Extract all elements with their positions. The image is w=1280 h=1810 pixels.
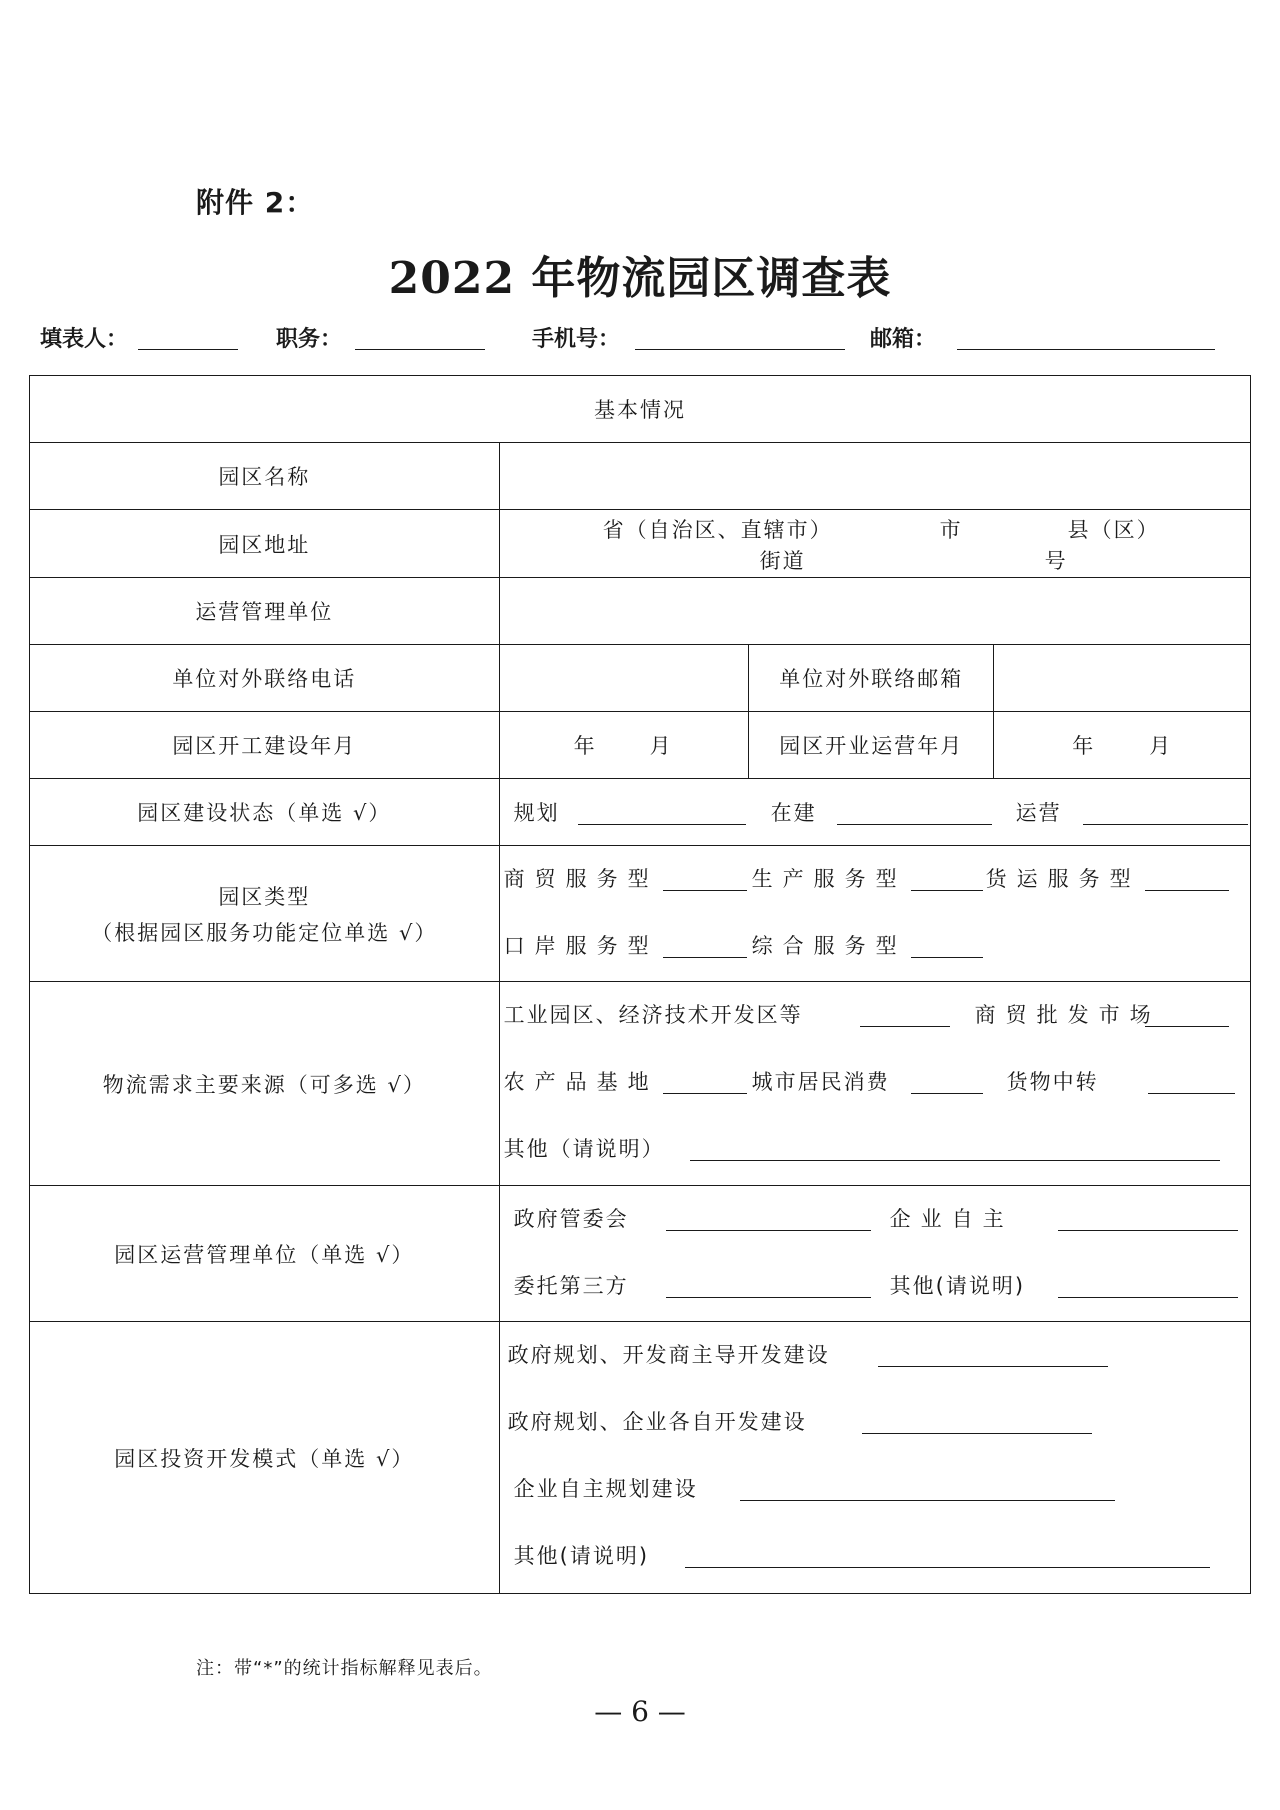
- attachment-label: 附件 2：: [196, 186, 315, 219]
- demand-label: 物流需求主要来源（可多选 √）: [30, 982, 500, 1186]
- construction-date-label: 园区开工建设年月: [30, 712, 500, 779]
- type-label: [30, 846, 500, 982]
- page-number: — 6 —: [594, 1695, 686, 1728]
- management-option-other: 其他(请说明): [889, 1274, 1026, 1298]
- management-option-third-party: 委托第三方: [513, 1274, 629, 1298]
- operation-date-field[interactable]: [994, 712, 1251, 779]
- management-row: [30, 1186, 1251, 1322]
- filler-phone-field[interactable]: [635, 349, 845, 350]
- construction-date-field[interactable]: [499, 712, 749, 779]
- management-enterprise-blank[interactable]: [1058, 1230, 1238, 1231]
- survey-table: [29, 375, 1251, 1594]
- status-building-blank[interactable]: [837, 824, 992, 825]
- management-government-blank[interactable]: [666, 1230, 871, 1231]
- footnote: 注：带“*”的统计指标解释见表后。: [196, 1658, 493, 1679]
- status-option-operating: 运营: [1015, 801, 1062, 825]
- construction-year-text: 年: [573, 734, 597, 758]
- type-option-comprehensive: 综合服务型: [751, 934, 907, 958]
- type-freight-blank[interactable]: [1145, 890, 1229, 891]
- type-port-blank[interactable]: [663, 957, 747, 958]
- investment-enterprise-each-blank[interactable]: [862, 1433, 1092, 1434]
- status-operating-blank[interactable]: [1083, 824, 1248, 825]
- demand-option-transit: 货物中转: [1006, 1070, 1099, 1094]
- investment-option-other: 其他(请说明): [513, 1544, 650, 1568]
- management-label: 园区运营管理单位（单选 √）: [30, 1186, 500, 1322]
- operator-field[interactable]: [499, 578, 1250, 645]
- management-option-government: 政府管委会: [513, 1207, 629, 1231]
- operation-year-text: 年: [1072, 734, 1096, 758]
- demand-agricultural-blank[interactable]: [663, 1093, 747, 1094]
- investment-option-enterprise-each: 政府规划、企业各自开发建设: [507, 1410, 807, 1434]
- address-county: 县（区）: [1067, 518, 1160, 542]
- investment-label: 园区投资开发模式（单选 √）: [30, 1322, 500, 1594]
- investment-options: [499, 1322, 1250, 1594]
- type-production-blank[interactable]: [911, 890, 983, 891]
- address-street: 街道: [759, 549, 806, 573]
- demand-other-blank[interactable]: [690, 1160, 1220, 1161]
- demand-option-consumer: 城市居民消费: [751, 1070, 890, 1094]
- investment-option-self-planned: 企业自主规划建设: [513, 1477, 698, 1501]
- demand-transit-blank[interactable]: [1148, 1093, 1235, 1094]
- contact-email-label: 单位对外联络邮箱: [749, 645, 994, 712]
- contact-email-field[interactable]: [994, 645, 1251, 712]
- management-options: [499, 1186, 1250, 1322]
- address-number: 号: [1044, 549, 1068, 573]
- management-third-party-blank[interactable]: [666, 1297, 871, 1298]
- management-other-blank[interactable]: [1058, 1297, 1238, 1298]
- operation-month-text: 月: [1149, 734, 1173, 758]
- status-planning-blank[interactable]: [578, 824, 746, 825]
- management-option-enterprise: 企业自主: [889, 1207, 1014, 1231]
- type-option-port: 口岸服务型: [503, 934, 659, 958]
- park-name-label: 园区名称: [30, 443, 500, 510]
- type-row: [30, 846, 1251, 982]
- type-comprehensive-blank[interactable]: [911, 957, 983, 958]
- type-option-production: 生产服务型: [751, 867, 907, 891]
- status-option-building: 在建: [770, 801, 817, 825]
- status-option-planning: 规划: [513, 801, 560, 825]
- type-label-line1: 园区类型: [218, 884, 311, 909]
- type-option-freight: 货运服务型: [985, 867, 1141, 891]
- address-field[interactable]: [499, 510, 1250, 578]
- status-options: [499, 779, 1250, 846]
- status-row: [30, 779, 1251, 846]
- filler-email-label: 邮箱：: [870, 327, 937, 352]
- operator-label: 运营管理单位: [30, 578, 500, 645]
- demand-wholesale-blank[interactable]: [1145, 1026, 1229, 1027]
- filler-phone-label: 手机号：: [532, 327, 621, 352]
- section-header-row: [30, 376, 1251, 443]
- type-option-trade: 商贸服务型: [503, 867, 659, 891]
- investment-self-planned-blank[interactable]: [740, 1500, 1115, 1501]
- contact-phone-label: 单位对外联络电话: [30, 645, 500, 712]
- investment-row: [30, 1322, 1251, 1594]
- address-label: 园区地址: [30, 510, 500, 578]
- type-label-line2: （根据园区服务功能定位单选 √）: [91, 920, 438, 945]
- contact-phone-field[interactable]: [499, 645, 749, 712]
- status-label: 园区建设状态（单选 √）: [30, 779, 500, 846]
- form-title: 2022 年物流园区调查表: [388, 253, 892, 304]
- section-title: 基本情况: [30, 376, 1251, 443]
- construction-month-text: 月: [649, 734, 673, 758]
- address-province: 省（自治区、直辖市）: [602, 518, 833, 542]
- type-options: [499, 846, 1250, 982]
- demand-consumer-blank[interactable]: [911, 1093, 983, 1094]
- filler-position-label: 职务：: [276, 327, 343, 352]
- filler-position-field[interactable]: [355, 349, 485, 350]
- address-city: 市: [939, 518, 963, 542]
- dates-row: [30, 712, 1251, 779]
- demand-industrial-blank[interactable]: [860, 1026, 950, 1027]
- type-trade-blank[interactable]: [663, 890, 747, 891]
- filler-email-field[interactable]: [957, 349, 1215, 350]
- demand-option-industrial: 工业园区、经济技术开发区等: [503, 1003, 803, 1027]
- operation-date-label: 园区开业运营年月: [749, 712, 994, 779]
- filler-name-label: 填表人：: [40, 327, 129, 352]
- park-name-field[interactable]: [499, 443, 1250, 510]
- investment-developer-led-blank[interactable]: [878, 1366, 1108, 1367]
- demand-row: [30, 982, 1251, 1186]
- investment-option-developer-led: 政府规划、开发商主导开发建设: [507, 1343, 830, 1367]
- park-name-row: [30, 443, 1251, 510]
- demand-option-other: 其他（请说明）: [503, 1137, 665, 1161]
- filler-name-field[interactable]: [138, 349, 238, 350]
- operator-row: [30, 578, 1251, 645]
- investment-other-blank[interactable]: [685, 1567, 1210, 1568]
- demand-options: [499, 982, 1250, 1186]
- contact-row: [30, 645, 1251, 712]
- address-row: [30, 510, 1251, 578]
- demand-option-wholesale: 商贸批发市场: [974, 1003, 1161, 1027]
- demand-option-agricultural: 农产品基地: [503, 1070, 659, 1094]
